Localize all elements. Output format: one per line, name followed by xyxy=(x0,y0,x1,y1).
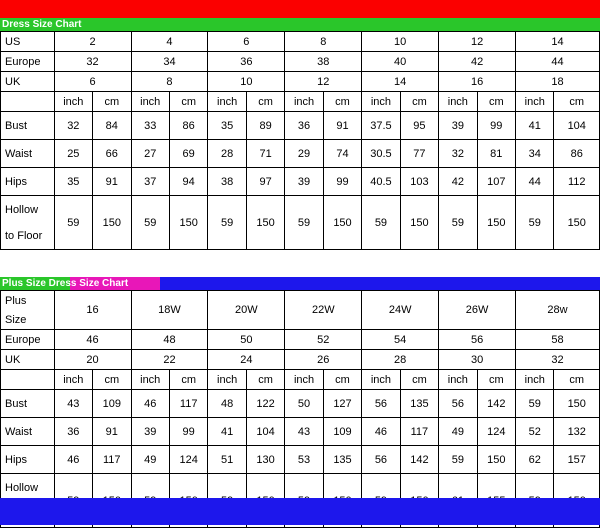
bust-cell: 56 xyxy=(362,390,400,418)
row-label-plus-1: Plus xyxy=(1,291,55,311)
hollow-cell: 150 xyxy=(323,196,361,250)
hips-cell: 35 xyxy=(54,168,92,196)
eu-plus-2: 48 xyxy=(131,330,208,350)
waist-cell: 109 xyxy=(323,418,361,446)
row-label-hips: Hips xyxy=(1,168,55,196)
bust-cell: 84 xyxy=(93,112,131,140)
hips-cell: 49 xyxy=(131,446,169,474)
waist-cell: 74 xyxy=(323,140,361,168)
waist-cell: 32 xyxy=(439,140,477,168)
waist-cell: 52 xyxy=(516,418,554,446)
unit-cell: inch xyxy=(131,92,169,112)
eu-size-1: 32 xyxy=(54,52,131,72)
row-label-europe-plus: Europe xyxy=(1,330,55,350)
hips-cell: 130 xyxy=(246,446,284,474)
waist-cell: 132 xyxy=(554,418,600,446)
hollow-cell: 150 xyxy=(169,196,207,250)
hips-cell: 103 xyxy=(400,168,438,196)
bust-cell: 150 xyxy=(554,390,600,418)
bust-cell: 117 xyxy=(169,390,207,418)
waist-cell: 49 xyxy=(439,418,477,446)
us-size-1: 2 xyxy=(54,32,131,52)
unit-cell: cm xyxy=(554,92,600,112)
unit-cell: cm xyxy=(400,370,438,390)
waist-cell: 117 xyxy=(400,418,438,446)
unit-cell: cm xyxy=(169,92,207,112)
waist-cell: 124 xyxy=(477,418,515,446)
bust-cell: 127 xyxy=(323,390,361,418)
row-label-hollow-2: to Floor xyxy=(1,223,55,250)
waist-cell: 104 xyxy=(246,418,284,446)
uk-plus-5: 28 xyxy=(362,350,439,370)
us-size-4: 8 xyxy=(285,32,362,52)
bust-cell: 91 xyxy=(323,112,361,140)
table-row xyxy=(1,418,600,446)
uk-plus-6: 30 xyxy=(439,350,516,370)
table-row xyxy=(1,112,600,140)
waist-cell: 86 xyxy=(554,140,600,168)
row-label-hips-plus: Hips xyxy=(1,446,55,474)
hollow-cell: 150 xyxy=(93,196,131,250)
hollow-cell: 59 xyxy=(208,196,246,250)
hips-cell: 46 xyxy=(54,446,92,474)
bust-cell: 95 xyxy=(400,112,438,140)
hollow-cell: 150 xyxy=(246,196,284,250)
table-row xyxy=(1,140,600,168)
hips-cell: 39 xyxy=(285,168,323,196)
waist-cell: 39 xyxy=(131,418,169,446)
bust-cell: 142 xyxy=(477,390,515,418)
eu-plus-5: 54 xyxy=(362,330,439,350)
uk-size-2: 8 xyxy=(131,72,208,92)
us-size-5: 10 xyxy=(362,32,439,52)
table-row xyxy=(1,52,600,72)
uk-plus-2: 22 xyxy=(131,350,208,370)
table-row xyxy=(1,72,600,92)
unit-cell: cm xyxy=(477,92,515,112)
row-label-units-plus xyxy=(1,370,55,390)
hips-cell: 62 xyxy=(516,446,554,474)
us-size-7: 14 xyxy=(516,32,600,52)
uk-size-7: 18 xyxy=(516,72,600,92)
plus-size-6: 26W xyxy=(439,291,516,330)
us-size-3: 6 xyxy=(208,32,285,52)
hips-cell: 124 xyxy=(169,446,207,474)
bust-cell: 48 xyxy=(208,390,246,418)
bust-cell: 32 xyxy=(54,112,92,140)
waist-cell: 71 xyxy=(246,140,284,168)
hips-cell: 37 xyxy=(131,168,169,196)
hips-cell: 97 xyxy=(246,168,284,196)
hollow-cell: 59 xyxy=(285,196,323,250)
table-row xyxy=(1,390,600,418)
unit-cell: inch xyxy=(516,92,554,112)
waist-cell: 46 xyxy=(362,418,400,446)
waist-cell: 41 xyxy=(208,418,246,446)
row-label-europe: Europe xyxy=(1,52,55,72)
dress-size-chart-table xyxy=(0,31,600,250)
hollow-cell: 59 xyxy=(54,196,92,250)
plus-size-dress-chart-section xyxy=(0,277,600,528)
eu-size-7: 44 xyxy=(516,52,600,72)
table-row xyxy=(1,330,600,350)
bust-cell: 56 xyxy=(439,390,477,418)
top-red-banner xyxy=(0,0,600,18)
row-label-bust: Bust xyxy=(1,112,55,140)
row-label-uk: UK xyxy=(1,72,55,92)
bust-cell: 36 xyxy=(285,112,323,140)
plus-size-1: 16 xyxy=(54,291,131,330)
hips-cell: 44 xyxy=(516,168,554,196)
uk-size-4: 12 xyxy=(285,72,362,92)
table-row xyxy=(1,474,600,502)
uk-size-3: 10 xyxy=(208,72,285,92)
unit-cell: inch xyxy=(362,370,400,390)
waist-cell: 28 xyxy=(208,140,246,168)
hollow-cell: 59 xyxy=(131,196,169,250)
unit-cell: inch xyxy=(439,92,477,112)
uk-size-5: 14 xyxy=(362,72,439,92)
waist-cell: 34 xyxy=(516,140,554,168)
table-row xyxy=(1,291,600,311)
unit-cell: cm xyxy=(246,370,284,390)
uk-plus-1: 20 xyxy=(54,350,131,370)
eu-plus-1: 46 xyxy=(54,330,131,350)
unit-cell: inch xyxy=(285,92,323,112)
waist-cell: 99 xyxy=(169,418,207,446)
eu-plus-6: 56 xyxy=(439,330,516,350)
unit-cell: inch xyxy=(439,370,477,390)
waist-cell: 81 xyxy=(477,140,515,168)
uk-plus-3: 24 xyxy=(208,350,285,370)
unit-cell: cm xyxy=(246,92,284,112)
bust-cell: 33 xyxy=(131,112,169,140)
eu-plus-7: 58 xyxy=(516,330,600,350)
row-label-units xyxy=(1,92,55,112)
bust-cell: 86 xyxy=(169,112,207,140)
hips-cell: 40.5 xyxy=(362,168,400,196)
hips-cell: 150 xyxy=(477,446,515,474)
hollow-cell: 59 xyxy=(362,196,400,250)
unit-cell: cm xyxy=(169,370,207,390)
eu-size-3: 36 xyxy=(208,52,285,72)
waist-cell: 66 xyxy=(93,140,131,168)
bust-cell: 35 xyxy=(208,112,246,140)
unit-cell: inch xyxy=(208,92,246,112)
bust-cell: 43 xyxy=(54,390,92,418)
unit-cell: inch xyxy=(54,92,92,112)
plus-size-dress-chart-table xyxy=(0,290,600,528)
hips-cell: 117 xyxy=(93,446,131,474)
hips-cell: 56 xyxy=(362,446,400,474)
table-row xyxy=(1,196,600,224)
row-label-uk-plus: UK xyxy=(1,350,55,370)
bust-cell: 135 xyxy=(400,390,438,418)
hollow-cell: 150 xyxy=(554,196,600,250)
unit-cell: cm xyxy=(400,92,438,112)
unit-cell: cm xyxy=(323,370,361,390)
row-label-hollow-plus-1: Hollow xyxy=(1,474,55,502)
bust-cell: 89 xyxy=(246,112,284,140)
hollow-cell: 59 xyxy=(439,196,477,250)
waist-cell: 30.5 xyxy=(362,140,400,168)
hips-cell: 135 xyxy=(323,446,361,474)
bottom-blue-banner xyxy=(0,498,600,525)
unit-cell: cm xyxy=(477,370,515,390)
bust-cell: 99 xyxy=(477,112,515,140)
uk-plus-7: 32 xyxy=(516,350,600,370)
bust-cell: 109 xyxy=(93,390,131,418)
waist-cell: 43 xyxy=(285,418,323,446)
hips-cell: 94 xyxy=(169,168,207,196)
eu-size-4: 38 xyxy=(285,52,362,72)
eu-size-5: 40 xyxy=(362,52,439,72)
table-row xyxy=(1,350,600,370)
plus-size-5: 24W xyxy=(362,291,439,330)
waist-cell: 36 xyxy=(54,418,92,446)
waist-cell: 25 xyxy=(54,140,92,168)
bust-cell: 37.5 xyxy=(362,112,400,140)
table-row-units xyxy=(1,92,600,112)
bust-cell: 39 xyxy=(439,112,477,140)
table-row xyxy=(1,168,600,196)
hips-cell: 59 xyxy=(439,446,477,474)
hips-cell: 91 xyxy=(93,168,131,196)
waist-cell: 27 xyxy=(131,140,169,168)
hollow-cell: 150 xyxy=(477,196,515,250)
table-row-units xyxy=(1,370,600,390)
plus-size-7: 28w xyxy=(516,291,600,330)
hips-cell: 107 xyxy=(477,168,515,196)
bust-cell: 59 xyxy=(516,390,554,418)
eu-plus-4: 52 xyxy=(285,330,362,350)
us-size-2: 4 xyxy=(131,32,208,52)
uk-size-1: 6 xyxy=(54,72,131,92)
bust-cell: 104 xyxy=(554,112,600,140)
hips-cell: 42 xyxy=(439,168,477,196)
unit-cell: inch xyxy=(131,370,169,390)
row-label-waist-plus: Waist xyxy=(1,418,55,446)
plus-size-4: 22W xyxy=(285,291,362,330)
dress-size-chart-title: Dress Size Chart xyxy=(0,18,600,31)
waist-cell: 77 xyxy=(400,140,438,168)
waist-cell: 91 xyxy=(93,418,131,446)
waist-cell: 29 xyxy=(285,140,323,168)
us-size-6: 12 xyxy=(439,32,516,52)
uk-size-6: 16 xyxy=(439,72,516,92)
hips-cell: 112 xyxy=(554,168,600,196)
eu-size-6: 42 xyxy=(439,52,516,72)
unit-cell: inch xyxy=(516,370,554,390)
plus-size-2: 18W xyxy=(131,291,208,330)
unit-cell: inch xyxy=(54,370,92,390)
hollow-cell: 150 xyxy=(400,196,438,250)
hips-cell: 38 xyxy=(208,168,246,196)
unit-cell: cm xyxy=(554,370,600,390)
bust-cell: 46 xyxy=(131,390,169,418)
unit-cell: cm xyxy=(93,370,131,390)
row-label-plus-2: Size xyxy=(1,310,55,330)
bust-cell: 122 xyxy=(246,390,284,418)
hips-cell: 53 xyxy=(285,446,323,474)
unit-cell: cm xyxy=(93,92,131,112)
hollow-cell: 59 xyxy=(516,196,554,250)
eu-plus-3: 50 xyxy=(208,330,285,350)
table-row xyxy=(1,446,600,474)
eu-size-2: 34 xyxy=(131,52,208,72)
bust-cell: 41 xyxy=(516,112,554,140)
unit-cell: inch xyxy=(208,370,246,390)
hips-cell: 99 xyxy=(323,168,361,196)
waist-cell: 69 xyxy=(169,140,207,168)
bust-cell: 50 xyxy=(285,390,323,418)
row-label-waist: Waist xyxy=(1,140,55,168)
unit-cell: cm xyxy=(323,92,361,112)
unit-cell: inch xyxy=(285,370,323,390)
plus-size-3: 20W xyxy=(208,291,285,330)
hips-cell: 157 xyxy=(554,446,600,474)
hips-cell: 142 xyxy=(400,446,438,474)
row-label-bust-plus: Bust xyxy=(1,390,55,418)
hips-cell: 51 xyxy=(208,446,246,474)
table-row xyxy=(1,32,600,52)
unit-cell: inch xyxy=(362,92,400,112)
uk-plus-4: 26 xyxy=(285,350,362,370)
row-label-us: US xyxy=(1,32,55,52)
row-label-hollow-1: Hollow xyxy=(1,196,55,224)
dress-size-chart-section xyxy=(0,18,600,250)
plus-size-dress-chart-title: Plus Size Dress Size Chart xyxy=(0,277,600,290)
